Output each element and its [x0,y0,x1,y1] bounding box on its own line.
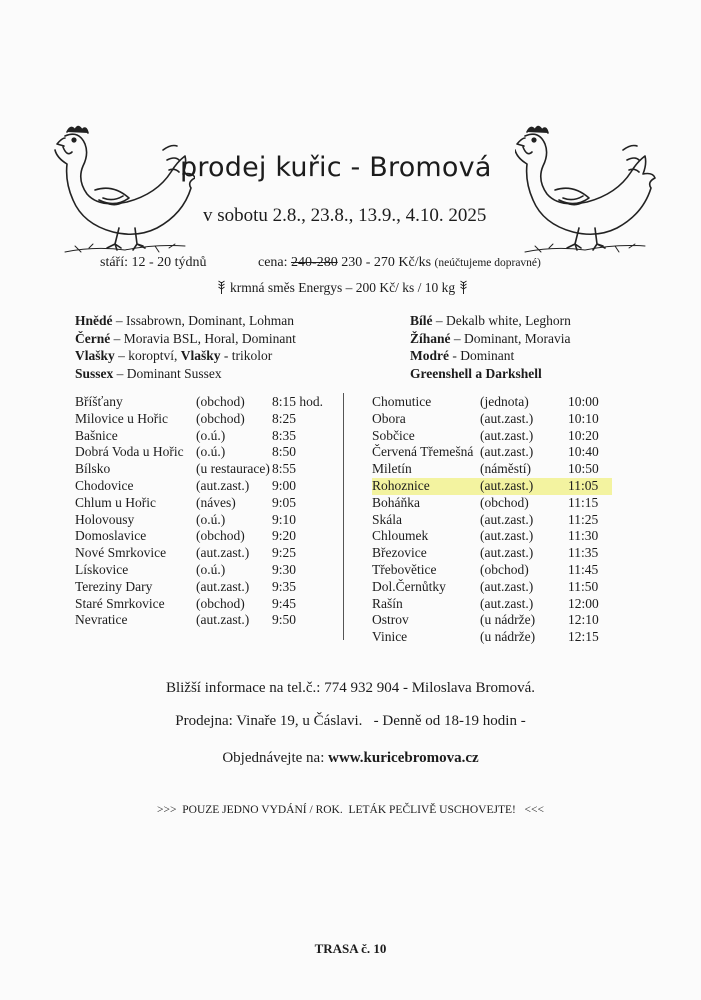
breeds-right [410,312,571,382]
stop-time: 11:25 [568,511,599,527]
stop-row [75,512,340,529]
price-label: cena: [258,255,288,270]
contact-info: Bližší informace na tel.č.: 774 932 904 - Miloslava Bromová. [165,680,536,696]
stop-spot: (o.ú.) [196,561,226,577]
stop-time: 9:50 [272,612,297,628]
stop-spot: (aut.zast.) [480,427,534,443]
stop-time: 11:45 [568,561,599,577]
stop-row [372,596,612,613]
stop-row [372,528,612,545]
stop-time: 8:15 hod. [272,394,324,409]
stop-spot: (náměstí) [480,461,531,477]
stop-time: 11:30 [568,528,599,544]
stop-spot: (aut.zast.) [196,477,250,493]
stop-time: 11:50 [568,578,599,594]
stop-time: 12:10 [568,612,599,628]
breed-item: Černé – Moravia BSL, Horal, Dominant [75,330,296,346]
stop-row [372,512,612,529]
stop-spot: (aut.zast.) [480,528,534,544]
stop-time: 8:55 [272,461,297,477]
stop-place: Dobrá Voda u Hořic [75,444,184,460]
stop-row [75,612,340,629]
stop-time: 9:25 [272,545,297,561]
stop-time: 8:50 [272,444,297,460]
stop-spot: (obchod) [480,561,529,577]
page-title [180,152,492,183]
stop-row [75,461,340,478]
stop-row [372,629,612,646]
stop-row [75,394,340,411]
stop-place: Vinice [372,629,408,645]
stop-row [75,478,340,495]
stop-place: Rohoznice [372,477,430,493]
stop-place: Bříšťany [75,394,123,409]
stop-time: 9:30 [272,561,297,577]
stop-place: Domoslavice [75,528,147,544]
stop-row [372,478,612,495]
shop-info: Prodejna: Vinaře 19, u Čáslavi. - Denně od 18-19 hodin - [175,713,526,729]
stop-spot: (aut.zast.) [480,444,534,460]
breed-item: Hnědé – Issabrown, Dominant, Lohman [75,313,294,328]
stop-place: Bílsko [75,461,111,477]
stop-time: 10:50 [568,461,599,477]
stop-row [372,411,612,428]
stop-row [75,428,340,445]
stop-spot: (jednota) [480,394,529,409]
feed-info [213,280,472,296]
order-info [0,750,701,767]
breed-item: Žíhané – Dominant, Moravia [410,330,571,346]
stop-spot: (u restaurace) [196,461,270,477]
stop-place: Ostrov [372,612,409,628]
stop-place: Milovice u Hořic [75,410,168,426]
stop-row [75,411,340,428]
stop-time: 11:05 [568,477,599,493]
stop-time: 10:10 [568,410,599,426]
stop-time: 9:45 [272,595,297,611]
notice: >>> POUZE JEDNO VYDÁNÍ / ROK. LETÁK PEČLIVĚ USCHOVEJTE! <<< [157,804,544,816]
website-link[interactable]: www.kuricebromova.cz [328,750,479,766]
stop-time: 12:15 [568,629,599,645]
stop-spot: (u nádrže) [480,612,536,628]
stop-place: Lískovice [75,561,129,577]
stop-time: 10:00 [568,394,599,409]
stop-row [372,612,612,629]
breeds-left [75,312,296,382]
stop-spot: (aut.zast.) [196,578,250,594]
stop-time: 12:00 [568,595,599,611]
stop-row [372,428,612,445]
stop-place: Nevratice [75,612,128,628]
stop-spot: (obchod) [196,394,245,409]
stop-place: Rašín [372,595,403,611]
route-stops-left [75,394,340,629]
stop-place: Sobčice [372,427,415,443]
stop-place: Chloumek [372,528,429,544]
stop-time: 11:15 [568,494,599,510]
breed-item: Vlašky – koroptví, Vlašky - trikolor [75,348,273,363]
column-divider [343,393,344,640]
new-price: 230 - 270 Kč/ks [341,255,432,270]
stop-row [372,394,612,411]
stop-spot: (o.ú.) [196,511,226,527]
stop-spot: (obchod) [196,410,245,426]
stop-spot: (náves) [196,494,236,510]
stop-spot: (aut.zast.) [480,511,534,527]
feed-text: krmná směs Energys – 200 Kč/ ks / 10 kg [230,280,456,295]
stop-place: Chomutice [372,394,432,409]
stop-spot: (aut.zast.) [480,477,534,493]
stop-spot: (aut.zast.) [480,595,534,611]
stop-place: Chlum u Hořic [75,494,156,510]
stop-place: Obora [372,410,406,426]
stop-place: Skála [372,511,402,527]
stop-place: Miletín [372,461,412,477]
stop-time: 9:00 [272,477,297,493]
stop-spot: (o.ú.) [196,427,226,443]
stop-place: Bašnice [75,427,118,443]
stop-time: 9:05 [272,494,297,510]
stop-time: 8:35 [272,427,297,443]
stop-row [372,495,612,512]
route-stops-right [372,394,612,646]
stop-time: 10:20 [568,427,599,443]
wheat-icon [459,280,468,294]
stop-row [75,596,340,613]
stop-row [372,545,612,562]
stop-row [75,545,340,562]
stop-row [372,579,612,596]
stop-place: Dol.Černůtky [372,578,446,594]
breed-item: Greenshell a Darkshell [410,365,542,381]
order-prefix: Objednávejte na: [222,750,329,766]
stop-row [372,562,612,579]
stop-spot: (aut.zast.) [480,410,534,426]
age-info: stáří: 12 - 20 týdnů [100,255,207,270]
wheat-icon [217,280,226,294]
title-prefix: prodej kuřic - [180,152,370,183]
stop-time: 9:20 [272,528,297,544]
stop-row [75,495,340,512]
sale-dates: v sobotu 2.8., 23.8., 13.9., 4.10. 2025 [203,205,487,226]
stop-spot: (aut.zast.) [196,612,250,628]
stop-time: 9:35 [272,578,297,594]
stop-spot: (o.ú.) [196,444,226,460]
stop-place: Nové Smrkovice [75,545,167,561]
stop-time: 9:10 [272,511,297,527]
hen-illustration-left [45,120,195,255]
stop-spot: (aut.zast.) [196,545,250,561]
stop-place: Staré Smrkovice [75,595,165,611]
breed-item: Bílé – Dekalb white, Leghorn [410,313,571,328]
stop-row [75,444,340,461]
route-number: TRASA č. 10 [314,941,387,956]
stop-place: Březovice [372,545,427,561]
stop-time: 8:25 [272,410,297,426]
transport-note: (neúčtujeme dopravné) [434,257,541,269]
breed-item: Sussex – Dominant Sussex [75,365,222,381]
stop-row [372,461,612,478]
stop-place: Třebovětice [372,561,437,577]
price-info [258,255,541,271]
stop-time: 10:40 [568,444,599,460]
stop-place: Chodovice [75,477,134,493]
breed-item: Modré - Dominant [410,348,515,363]
stop-row [75,528,340,545]
stop-spot: (aut.zast.) [480,578,534,594]
stop-spot: (obchod) [196,528,245,544]
stop-place: Holovousy [75,511,135,527]
stop-place: Boháňka [372,494,420,510]
stop-spot: (obchod) [480,494,529,510]
title-name: Bromová [369,152,492,183]
stop-spot: (aut.zast.) [480,545,534,561]
stop-row [75,562,340,579]
stop-place: Tereziny Dary [75,578,153,594]
stop-spot: (u nádrže) [480,629,536,645]
stop-row [75,579,340,596]
stop-place: Červená Třemešná [372,444,474,460]
stop-spot: (obchod) [196,595,245,611]
old-price: 240-280 [291,255,338,270]
stop-row [372,444,612,461]
hen-illustration-right [515,120,665,255]
stop-time: 11:35 [568,545,599,561]
